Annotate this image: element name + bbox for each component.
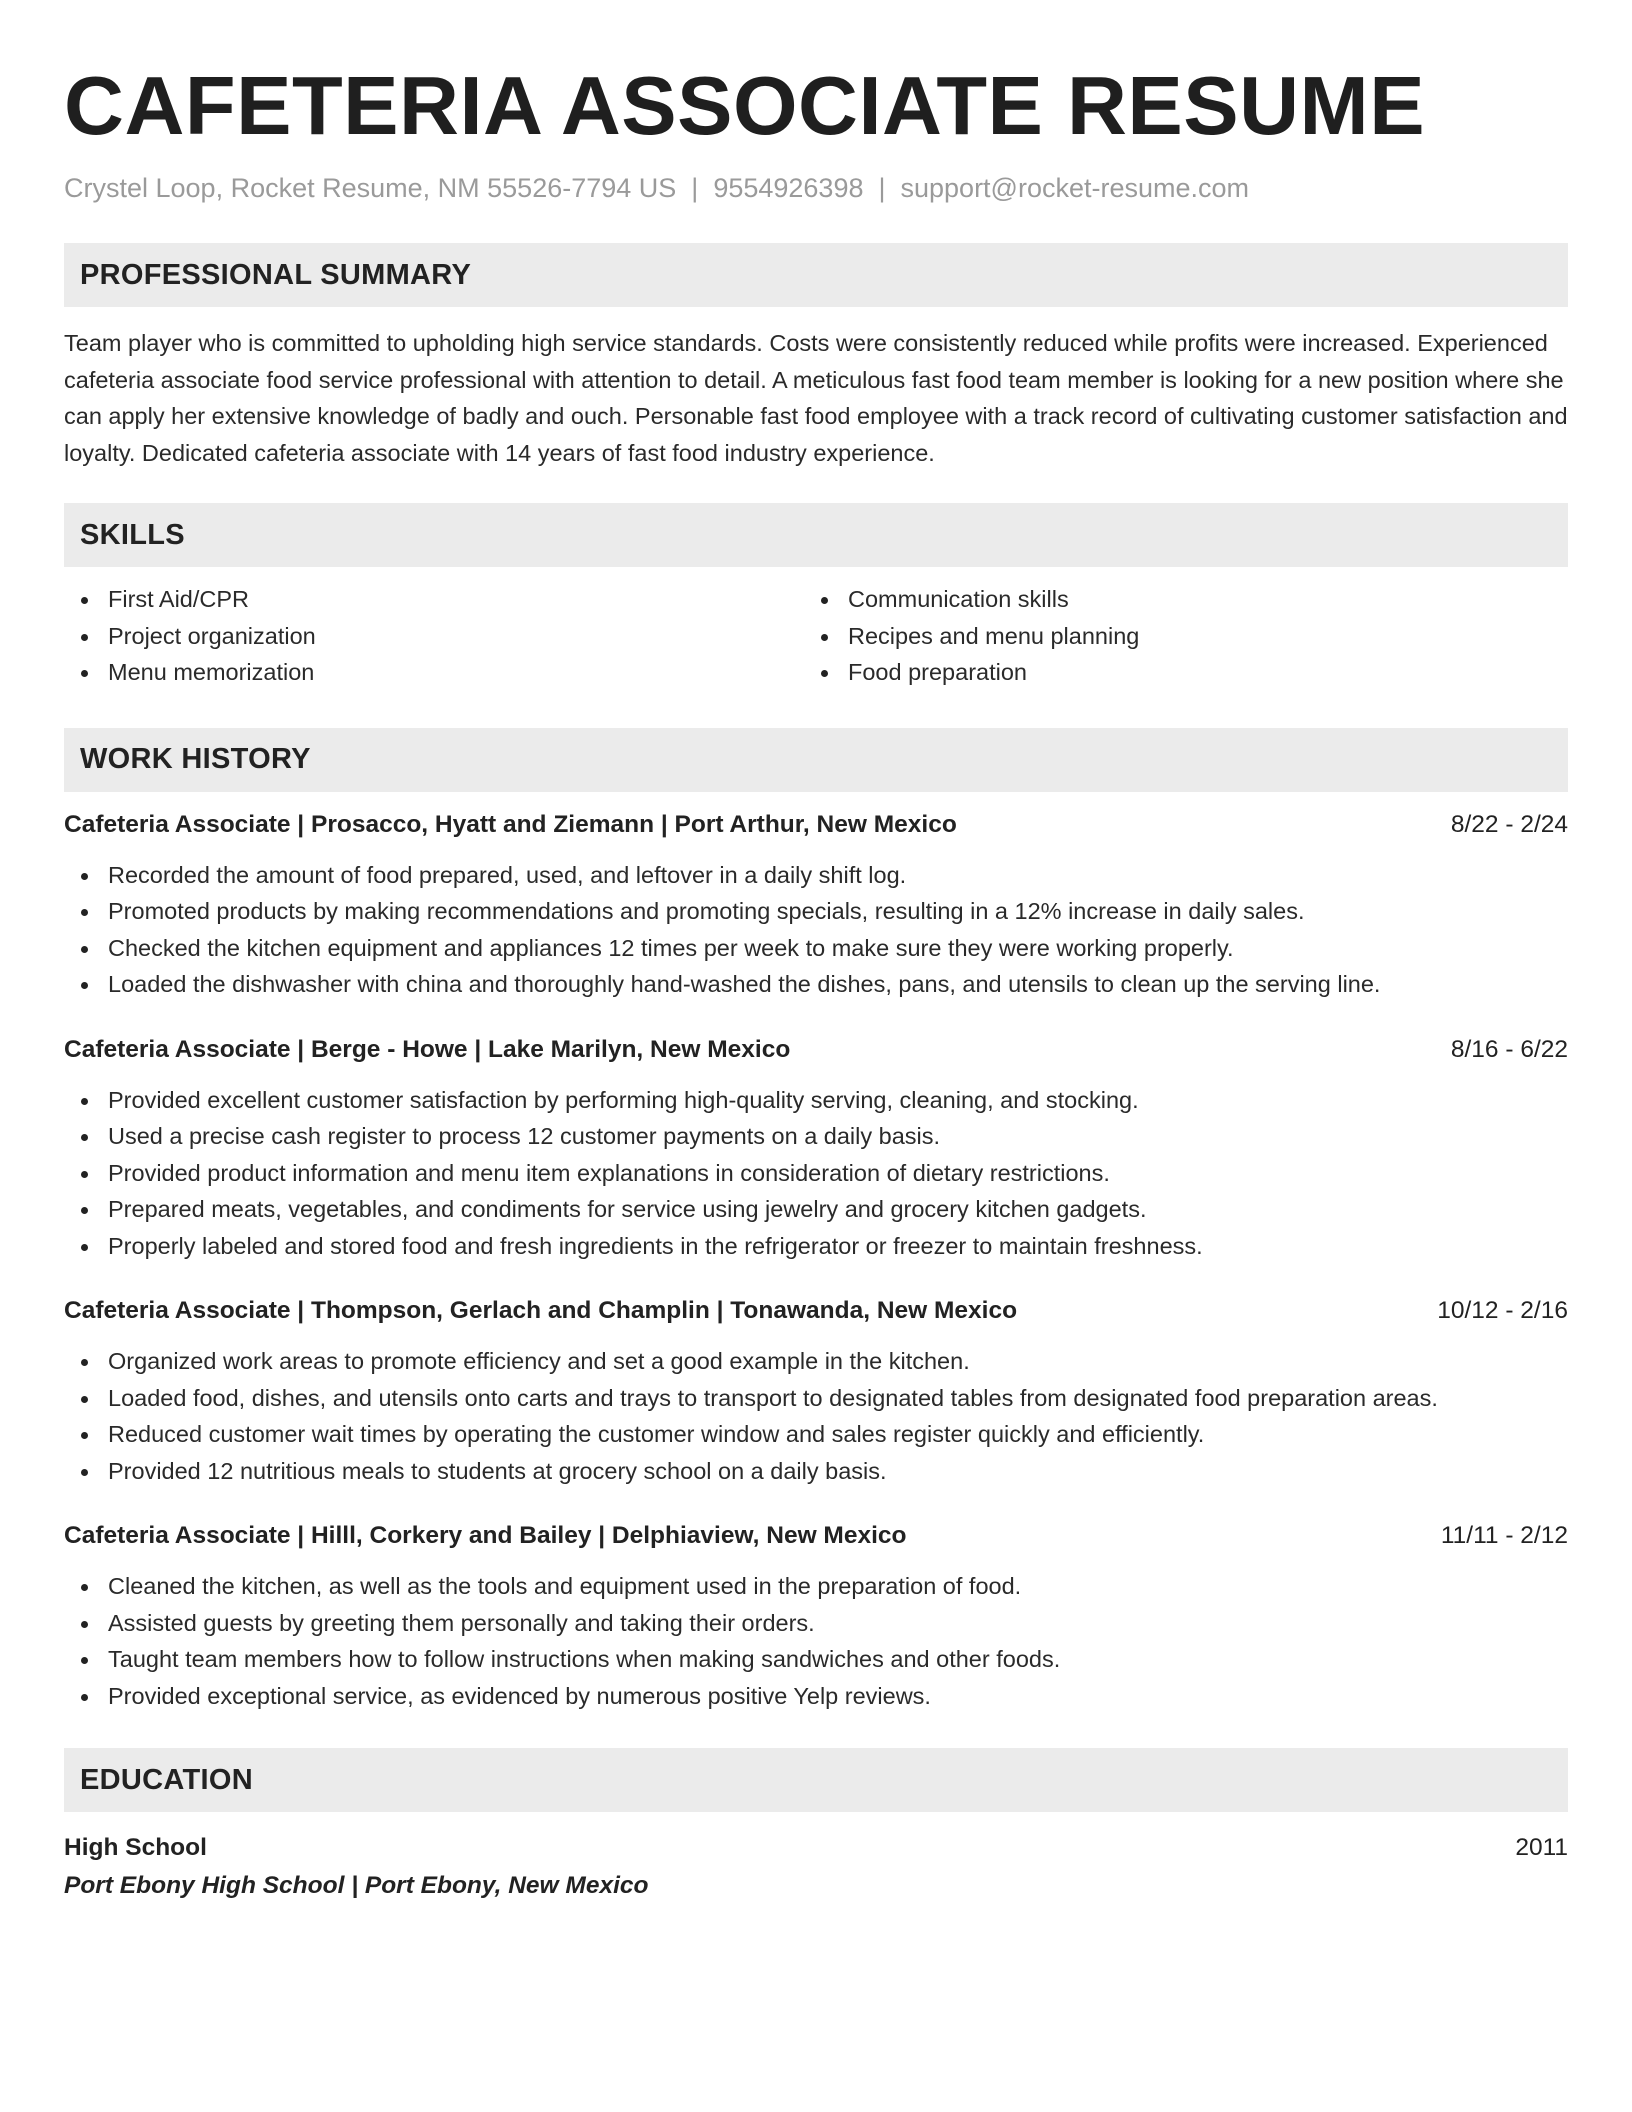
contact-separator: | [878,173,886,203]
job-bullet: Organized work areas to promote efficiency and set a good example in the kitchen. [64,1343,1568,1380]
job-entry [64,1032,1568,1265]
job-bullets [64,857,1568,1003]
job-bullet: Taught team members how to follow instructions when making sandwiches and other foods. [64,1641,1568,1678]
job-header [64,1293,1568,1329]
education-degree: High School [64,1834,207,1861]
education-header [64,1830,1568,1866]
job-bullet: Checked the kitchen equipment and appliances 12 times per week to make sure they were working properly. [64,930,1568,967]
job-title: Cafeteria Associate | Hilll, Corkery and Bailey | Delphiaview, New Mexico [64,1522,907,1549]
job-title: Cafeteria Associate | Berge - Howe | Lake Marilyn, New Mexico [64,1035,791,1063]
section-heading-summary: PROFESSIONAL SUMMARY [64,243,1568,307]
job-bullet: Prepared meats, vegetables, and condiments for service using jewelry and grocery kitchen gadgets. [64,1191,1568,1228]
job-bullet: Provided product information and menu item explanations in consideration of dietary restrictions. [64,1155,1568,1192]
job-bullet: Reduced customer wait times by operating the customer window and sales register quickly and efficiently. [64,1416,1568,1453]
job-bullets [64,1343,1568,1489]
job-bullets [64,1568,1568,1714]
job-dates: 11/11 - 2/12 [1440,1522,1568,1549]
job-bullet: Cleaned the kitchen, as well as the tools and equipment used in the preparation of food. [64,1568,1568,1605]
job-title: Cafeteria Associate | Thompson, Gerlach and Champlin | Tonawanda, New Mexico [64,1297,1018,1324]
job-bullet: Used a precise cash register to process 12 customer payments on a daily basis. [64,1118,1568,1155]
skills-column-left [64,581,804,691]
job-bullet: Assisted guests by greeting them personally and taking their orders. [64,1605,1568,1642]
job-entry [64,1518,1568,1714]
skills-list [64,581,1568,691]
resume-title: CAFETERIA ASSOCIATE RESUME [64,59,1426,152]
skill-item: Recipes and menu planning [804,618,1544,655]
job-header [64,1032,1568,1068]
job-dates: 8/16 - 6/22 [1450,1035,1568,1063]
job-entry [64,1293,1568,1489]
section-heading-skills: SKILLS [64,503,1568,567]
education-school: Port Ebony High School | Port Ebony, New Mexico [64,1872,649,1899]
job-bullet: Properly labeled and stored food and fresh ingredients in the refrigerator or freezer to maintain freshness. [64,1228,1568,1265]
job-bullet: Provided excellent customer satisfaction by performing high-quality serving, cleaning, and stocking. [64,1082,1568,1119]
contact-email: support@rocket-resume.com [900,173,1250,203]
education-entry [64,1830,1568,1904]
job-bullet: Provided exceptional service, as evidenced by numerous positive Yelp reviews. [64,1678,1568,1715]
contact-line [64,170,1568,206]
skill-item: Menu memorization [64,654,804,691]
summary-text: Team player who is committed to upholding high service standards. Costs were consistently reduced while profits were increased. Experienced cafeteria associate food service professional with attention to detail. A meticulous fast food team member is looking for a new position where she can apply her extensive knowledge of badly and ouch. Personable fast food employee with a track record of cultivating customer satisfaction and loyalty. Dedicated cafeteria associate with 14 years of fast food industry experience. [64,330,1568,466]
job-bullet: Loaded the dishwasher with china and thoroughly hand-washed the dishes, pans, and utensils to clean up the serving line. [64,966,1568,1003]
skills-column-right [804,581,1544,691]
section-heading-work-history: WORK HISTORY [64,728,1568,792]
job-entry [64,807,1568,1003]
skill-item: Project organization [64,618,804,655]
contact-separator: | [691,173,699,203]
education-year: 2011 [1515,1834,1568,1861]
job-title: Cafeteria Associate | Prosacco, Hyatt and Ziemann | Port Arthur, New Mexico [64,810,957,838]
skill-item: First Aid/CPR [64,581,804,618]
skill-item: Communication skills [804,581,1544,618]
job-bullet: Loaded food, dishes, and utensils onto carts and trays to transport to designated tables from designated food preparation areas. [64,1380,1568,1417]
job-bullet: Recorded the amount of food prepared, used, and leftover in a daily shift log. [64,857,1568,894]
job-dates: 8/22 - 2/24 [1450,810,1568,838]
skill-item: Food preparation [804,654,1544,691]
job-bullets [64,1082,1568,1265]
contact-phone: 9554926398 [713,173,864,203]
job-header [64,807,1568,843]
section-heading-education: EDUCATION [64,1748,1568,1812]
job-bullet: Promoted products by making recommendations and promoting specials, resulting in a 12% increase in daily sales. [64,893,1568,930]
contact-address: Crystel Loop, Rocket Resume, NM 55526-7794 US [64,173,677,203]
job-dates: 10/12 - 2/16 [1437,1297,1568,1324]
job-header [64,1518,1568,1554]
job-bullet: Provided 12 nutritious meals to students at grocery school on a daily basis. [64,1453,1568,1490]
